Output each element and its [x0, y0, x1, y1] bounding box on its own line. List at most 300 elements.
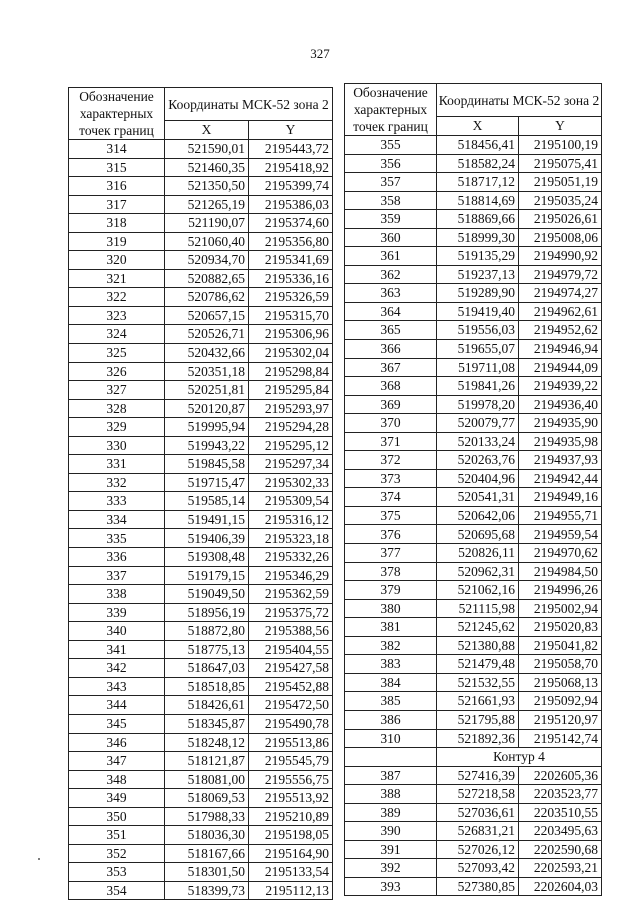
table-row	[345, 154, 602, 173]
point-number-cell: 333	[69, 492, 165, 511]
table-row	[345, 525, 602, 544]
y-coordinate-cell: 2194970,62	[519, 544, 602, 563]
x-coordinate-cell: 521795,88	[437, 710, 519, 729]
x-coordinate-cell: 520962,31	[437, 562, 519, 581]
x-coordinate-cell: 526831,21	[437, 822, 519, 841]
table-row	[345, 710, 602, 729]
point-number-cell: 372	[345, 451, 437, 470]
point-number-cell: 392	[345, 859, 437, 878]
table-row	[345, 803, 602, 822]
y-coordinate-cell: 2202604,03	[519, 877, 602, 896]
x-coordinate-cell: 519406,39	[165, 529, 249, 548]
x-coordinate-cell: 520432,66	[165, 344, 249, 363]
table-row	[69, 140, 333, 159]
x-coordinate-cell: 520934,70	[165, 251, 249, 270]
point-number-cell: 325	[69, 344, 165, 363]
table-row	[345, 692, 602, 711]
point-number-cell: 390	[345, 822, 437, 841]
table-row	[69, 640, 333, 659]
x-coordinate-cell: 519289,90	[437, 284, 519, 303]
table-row	[69, 510, 333, 529]
table-body	[69, 140, 333, 900]
y-coordinate-cell: 2203495,63	[519, 822, 602, 841]
table-row	[345, 729, 602, 748]
y-coordinate-cell: 2195323,18	[249, 529, 333, 548]
x-coordinate-cell: 518717,12	[437, 173, 519, 192]
point-number-cell: 391	[345, 840, 437, 859]
point-number-cell: 345	[69, 714, 165, 733]
y-header: Y	[249, 121, 333, 140]
x-coordinate-cell: 519237,13	[437, 265, 519, 284]
y-coordinate-cell: 2195513,86	[249, 733, 333, 752]
point-number-cell: 321	[69, 269, 165, 288]
y-coordinate-cell: 2195302,04	[249, 344, 333, 363]
point-number-cell: 383	[345, 655, 437, 674]
y-coordinate-cell: 2195020,83	[519, 618, 602, 637]
page-number: 327	[310, 46, 330, 61]
x-coordinate-cell: 518647,03	[165, 659, 249, 678]
point-number-cell: 353	[69, 863, 165, 882]
x-coordinate-cell: 519179,15	[165, 566, 249, 585]
point-number-cell: 378	[345, 562, 437, 581]
point-number-cell: 369	[345, 395, 437, 414]
point-number-cell: 357	[345, 173, 437, 192]
x-coordinate-cell: 518869,66	[437, 210, 519, 229]
y-coordinate-cell: 2195472,50	[249, 696, 333, 715]
point-number-cell: 358	[345, 191, 437, 210]
y-coordinate-cell: 2195297,34	[249, 455, 333, 474]
x-coordinate-cell: 521060,40	[165, 232, 249, 251]
contour-row	[345, 748, 602, 767]
y-coordinate-cell: 2194974,27	[519, 284, 602, 303]
point-number-cell: 322	[69, 288, 165, 307]
x-coordinate-cell: 518036,30	[165, 826, 249, 845]
table-row	[69, 733, 333, 752]
point-number-cell: 384	[345, 673, 437, 692]
y-coordinate-cell: 2203510,55	[519, 803, 602, 822]
table-row	[345, 228, 602, 247]
point-number-cell: 368	[345, 377, 437, 396]
point-label-header: Обозначение характерных точек границ	[69, 88, 165, 140]
y-coordinate-cell: 2194959,54	[519, 525, 602, 544]
x-coordinate-cell: 518167,66	[165, 844, 249, 863]
x-coordinate-cell: 519995,94	[165, 418, 249, 437]
coordinates-table-left	[68, 87, 333, 900]
point-number-cell: 389	[345, 803, 437, 822]
x-coordinate-cell: 518872,80	[165, 622, 249, 641]
x-coordinate-cell: 518456,41	[437, 136, 519, 155]
table-row	[69, 677, 333, 696]
table-row	[69, 566, 333, 585]
point-number-cell: 347	[69, 752, 165, 771]
x-coordinate-cell: 521590,01	[165, 140, 249, 159]
y-coordinate-cell: 2195374,60	[249, 214, 333, 233]
y-coordinate-cell: 2195375,72	[249, 603, 333, 622]
table-row	[345, 284, 602, 303]
point-number-cell: 349	[69, 789, 165, 808]
point-number-cell: 342	[69, 659, 165, 678]
y-coordinate-cell: 2195075,41	[519, 154, 602, 173]
table-row	[345, 340, 602, 359]
x-coordinate-cell: 518999,30	[437, 228, 519, 247]
table-row	[69, 362, 333, 381]
y-coordinate-cell: 2195035,24	[519, 191, 602, 210]
x-coordinate-cell: 519308,48	[165, 548, 249, 567]
table-row	[69, 752, 333, 771]
point-number-cell: 331	[69, 455, 165, 474]
point-number-cell: 387	[345, 766, 437, 785]
y-coordinate-cell: 2195356,80	[249, 232, 333, 251]
point-number-cell: 314	[69, 140, 165, 159]
x-coordinate-cell: 527416,39	[437, 766, 519, 785]
point-number-cell: 343	[69, 677, 165, 696]
x-coordinate-cell: 520079,77	[437, 414, 519, 433]
x-coordinate-cell: 519556,03	[437, 321, 519, 340]
y-coordinate-cell: 2195452,88	[249, 677, 333, 696]
x-coordinate-cell: 520642,06	[437, 506, 519, 525]
y-coordinate-cell: 2195341,69	[249, 251, 333, 270]
y-coordinate-cell: 2195295,12	[249, 436, 333, 455]
table-row	[345, 822, 602, 841]
table-row	[345, 506, 602, 525]
point-number-cell: 381	[345, 618, 437, 637]
point-number-cell: 351	[69, 826, 165, 845]
y-coordinate-cell: 2195142,74	[519, 729, 602, 748]
point-number-cell: 361	[345, 247, 437, 266]
point-number-cell: 326	[69, 362, 165, 381]
x-coordinate-cell: 519491,15	[165, 510, 249, 529]
y-coordinate-cell: 2195133,54	[249, 863, 333, 882]
point-number-cell: 386	[345, 710, 437, 729]
point-number-cell: 356	[345, 154, 437, 173]
table-row	[345, 210, 602, 229]
y-coordinate-cell: 2195295,84	[249, 381, 333, 400]
y-coordinate-cell: 2202590,68	[519, 840, 602, 859]
point-number-cell: 315	[69, 158, 165, 177]
table-row	[345, 414, 602, 433]
y-coordinate-cell: 2194935,98	[519, 432, 602, 451]
y-coordinate-cell: 2195008,06	[519, 228, 602, 247]
table-row	[69, 844, 333, 863]
y-coordinate-cell: 2195293,97	[249, 399, 333, 418]
table-row	[345, 265, 602, 284]
x-coordinate-cell: 518345,87	[165, 714, 249, 733]
table-row	[69, 548, 333, 567]
point-number-cell: 366	[345, 340, 437, 359]
y-coordinate-cell: 2194942,44	[519, 469, 602, 488]
y-coordinate-cell: 2195120,97	[519, 710, 602, 729]
table-row	[69, 826, 333, 845]
x-coordinate-cell: 521892,36	[437, 729, 519, 748]
x-coordinate-cell: 520657,15	[165, 306, 249, 325]
table-row	[345, 321, 602, 340]
y-coordinate-cell: 2195302,33	[249, 473, 333, 492]
table-row	[345, 136, 602, 155]
table-row	[69, 492, 333, 511]
table-row	[69, 418, 333, 437]
x-coordinate-cell: 521460,35	[165, 158, 249, 177]
x-coordinate-cell: 520695,68	[437, 525, 519, 544]
point-number-cell: 323	[69, 306, 165, 325]
point-number-cell: 355	[345, 136, 437, 155]
point-number-cell: 319	[69, 232, 165, 251]
point-number-cell: 379	[345, 581, 437, 600]
point-number-cell: 375	[345, 506, 437, 525]
table-row	[345, 840, 602, 859]
table-row	[69, 881, 333, 900]
x-coordinate-cell: 519841,26	[437, 377, 519, 396]
point-number-cell: 329	[69, 418, 165, 437]
table-row	[345, 469, 602, 488]
table-row	[69, 325, 333, 344]
y-coordinate-cell: 2194936,40	[519, 395, 602, 414]
y-coordinate-cell: 2195404,55	[249, 640, 333, 659]
table-row	[69, 251, 333, 270]
y-coordinate-cell: 2195092,94	[519, 692, 602, 711]
table-row	[345, 636, 602, 655]
y-coordinate-cell: 2195041,82	[519, 636, 602, 655]
x-coordinate-cell: 519585,14	[165, 492, 249, 511]
x-coordinate-cell: 521245,62	[437, 618, 519, 637]
x-coordinate-cell: 527093,42	[437, 859, 519, 878]
point-number-cell: 341	[69, 640, 165, 659]
y-coordinate-cell: 2195332,26	[249, 548, 333, 567]
point-number-cell: 370	[345, 414, 437, 433]
x-coordinate-cell: 521350,50	[165, 177, 249, 196]
y-coordinate-cell: 2195556,75	[249, 770, 333, 789]
x-coordinate-cell: 519655,07	[437, 340, 519, 359]
point-number-cell: 374	[345, 488, 437, 507]
point-number-cell: 327	[69, 381, 165, 400]
y-coordinate-cell: 2194935,90	[519, 414, 602, 433]
y-coordinate-cell: 2195068,13	[519, 673, 602, 692]
y-coordinate-cell: 2195164,90	[249, 844, 333, 863]
table-row	[69, 622, 333, 641]
x-coordinate-cell: 518069,53	[165, 789, 249, 808]
x-coordinate-cell: 518814,69	[437, 191, 519, 210]
x-coordinate-cell: 520404,96	[437, 469, 519, 488]
x-coordinate-cell: 520541,31	[437, 488, 519, 507]
point-number-cell: 377	[345, 544, 437, 563]
point-number-cell: 373	[345, 469, 437, 488]
x-coordinate-cell: 520826,11	[437, 544, 519, 563]
table-row	[69, 696, 333, 715]
table-body	[345, 766, 602, 896]
table-row	[69, 344, 333, 363]
y-coordinate-cell: 2194962,61	[519, 302, 602, 321]
table-row	[345, 302, 602, 321]
point-number-cell: 332	[69, 473, 165, 492]
y-coordinate-cell: 2195294,28	[249, 418, 333, 437]
table-row	[345, 859, 602, 878]
table-row	[345, 395, 602, 414]
contour-label: Контур 4	[437, 748, 602, 767]
x-coordinate-cell: 519978,20	[437, 395, 519, 414]
y-coordinate-cell: 2195315,70	[249, 306, 333, 325]
point-number-cell: 339	[69, 603, 165, 622]
point-number-cell: 376	[345, 525, 437, 544]
x-coordinate-cell: 519715,47	[165, 473, 249, 492]
y-coordinate-cell: 2195002,94	[519, 599, 602, 618]
x-coordinate-cell: 527218,58	[437, 785, 519, 804]
point-number-cell: 324	[69, 325, 165, 344]
y-coordinate-cell: 2194937,93	[519, 451, 602, 470]
y-coordinate-cell: 2194952,62	[519, 321, 602, 340]
x-coordinate-cell: 521265,19	[165, 195, 249, 214]
y-coordinate-cell: 2203523,77	[519, 785, 602, 804]
y-coordinate-cell: 2194949,16	[519, 488, 602, 507]
x-coordinate-cell: 520120,87	[165, 399, 249, 418]
y-coordinate-cell: 2195326,59	[249, 288, 333, 307]
point-number-cell: 335	[69, 529, 165, 548]
table-row	[69, 195, 333, 214]
point-number-cell: 338	[69, 585, 165, 604]
y-coordinate-cell: 2195298,84	[249, 362, 333, 381]
scan-speck	[38, 858, 40, 860]
x-coordinate-cell: 518081,00	[165, 770, 249, 789]
x-header: X	[165, 121, 249, 140]
table-row	[345, 618, 602, 637]
y-coordinate-cell: 2195362,59	[249, 585, 333, 604]
table-row	[69, 714, 333, 733]
point-number-cell: 350	[69, 807, 165, 826]
table-row	[345, 581, 602, 600]
point-number-cell: 385	[345, 692, 437, 711]
point-label-header: Обозначение характерных точек границ	[345, 84, 437, 136]
table-row	[69, 529, 333, 548]
table-row	[345, 766, 602, 785]
y-coordinate-cell: 2194996,26	[519, 581, 602, 600]
x-coordinate-cell: 518775,13	[165, 640, 249, 659]
x-coordinate-cell: 520133,24	[437, 432, 519, 451]
x-coordinate-cell: 520786,62	[165, 288, 249, 307]
point-number-cell: 318	[69, 214, 165, 233]
y-coordinate-cell: 2195513,92	[249, 789, 333, 808]
table-row	[69, 770, 333, 789]
point-number-cell: 340	[69, 622, 165, 641]
table-row	[69, 585, 333, 604]
x-coordinate-cell: 519135,29	[437, 247, 519, 266]
point-number-cell: 364	[345, 302, 437, 321]
table-row	[69, 455, 333, 474]
y-coordinate-cell: 2195418,92	[249, 158, 333, 177]
coords-title-header: Координаты МСК-52 зона 2	[437, 84, 602, 117]
point-number-cell: 344	[69, 696, 165, 715]
x-coordinate-cell: 517988,33	[165, 807, 249, 826]
y-coordinate-cell: 2195051,19	[519, 173, 602, 192]
table-row	[345, 191, 602, 210]
y-coordinate-cell: 2202605,36	[519, 766, 602, 785]
y-coordinate-cell: 2194979,72	[519, 265, 602, 284]
y-coordinate-cell: 2195210,89	[249, 807, 333, 826]
y-coordinate-cell: 2195545,79	[249, 752, 333, 771]
x-coordinate-cell: 521479,48	[437, 655, 519, 674]
table-row	[345, 247, 602, 266]
point-number-cell: 380	[345, 599, 437, 618]
table-row	[69, 288, 333, 307]
point-number-cell: 382	[345, 636, 437, 655]
point-number-cell: 336	[69, 548, 165, 567]
x-coordinate-cell: 519845,58	[165, 455, 249, 474]
table-row	[69, 603, 333, 622]
x-coordinate-cell: 518426,61	[165, 696, 249, 715]
x-coordinate-cell: 518301,50	[165, 863, 249, 882]
point-number-cell: 330	[69, 436, 165, 455]
point-number-cell: 317	[69, 195, 165, 214]
x-coordinate-cell: 520251,81	[165, 381, 249, 400]
table-row	[69, 232, 333, 251]
point-number-cell: 334	[69, 510, 165, 529]
y-coordinate-cell: 2195316,12	[249, 510, 333, 529]
x-coordinate-cell: 520526,71	[165, 325, 249, 344]
table-row	[69, 659, 333, 678]
point-number-cell: 363	[345, 284, 437, 303]
table-row	[345, 562, 602, 581]
y-coordinate-cell: 2195386,03	[249, 195, 333, 214]
y-coordinate-cell: 2195198,05	[249, 826, 333, 845]
x-coordinate-cell: 527026,12	[437, 840, 519, 859]
coords-title-header: Координаты МСК-52 зона 2	[165, 88, 333, 121]
x-coordinate-cell: 518399,73	[165, 881, 249, 900]
table-row	[345, 599, 602, 618]
y-coordinate-cell: 2195058,70	[519, 655, 602, 674]
y-coordinate-cell: 2195346,29	[249, 566, 333, 585]
x-coordinate-cell: 521661,93	[437, 692, 519, 711]
table-row	[345, 785, 602, 804]
point-number-cell: 346	[69, 733, 165, 752]
point-number-cell: 328	[69, 399, 165, 418]
point-number-cell: 359	[345, 210, 437, 229]
y-coordinate-cell: 2194946,94	[519, 340, 602, 359]
point-number-cell: 337	[69, 566, 165, 585]
x-coordinate-cell: 527380,85	[437, 877, 519, 896]
table-row	[69, 269, 333, 288]
y-coordinate-cell: 2195309,54	[249, 492, 333, 511]
point-number-cell: 365	[345, 321, 437, 340]
table-row	[69, 789, 333, 808]
point-number-cell: 348	[69, 770, 165, 789]
point-number-cell: 388	[345, 785, 437, 804]
x-coordinate-cell: 520263,76	[437, 451, 519, 470]
point-number-cell: 393	[345, 877, 437, 896]
y-coordinate-cell: 2195026,61	[519, 210, 602, 229]
table-row	[69, 807, 333, 826]
coordinates-table-right	[344, 83, 602, 896]
table-row	[345, 377, 602, 396]
x-coordinate-cell: 521062,16	[437, 581, 519, 600]
x-coordinate-cell: 518248,12	[165, 733, 249, 752]
table-row	[345, 488, 602, 507]
table-body	[345, 136, 602, 748]
table-row	[345, 877, 602, 896]
y-coordinate-cell: 2195336,16	[249, 269, 333, 288]
point-number-cell: 310	[345, 729, 437, 748]
y-coordinate-cell: 2195399,74	[249, 177, 333, 196]
y-coordinate-cell: 2195427,58	[249, 659, 333, 678]
y-coordinate-cell: 2195490,78	[249, 714, 333, 733]
y-coordinate-cell: 2194939,22	[519, 377, 602, 396]
y-coordinate-cell: 2194990,92	[519, 247, 602, 266]
table-row	[69, 381, 333, 400]
y-coordinate-cell: 2195100,19	[519, 136, 602, 155]
table-row	[69, 158, 333, 177]
table-row	[345, 451, 602, 470]
x-coordinate-cell: 519943,22	[165, 436, 249, 455]
x-coordinate-cell: 518518,85	[165, 677, 249, 696]
x-coordinate-cell: 520351,18	[165, 362, 249, 381]
table-row	[69, 306, 333, 325]
y-coordinate-cell: 2194984,50	[519, 562, 602, 581]
